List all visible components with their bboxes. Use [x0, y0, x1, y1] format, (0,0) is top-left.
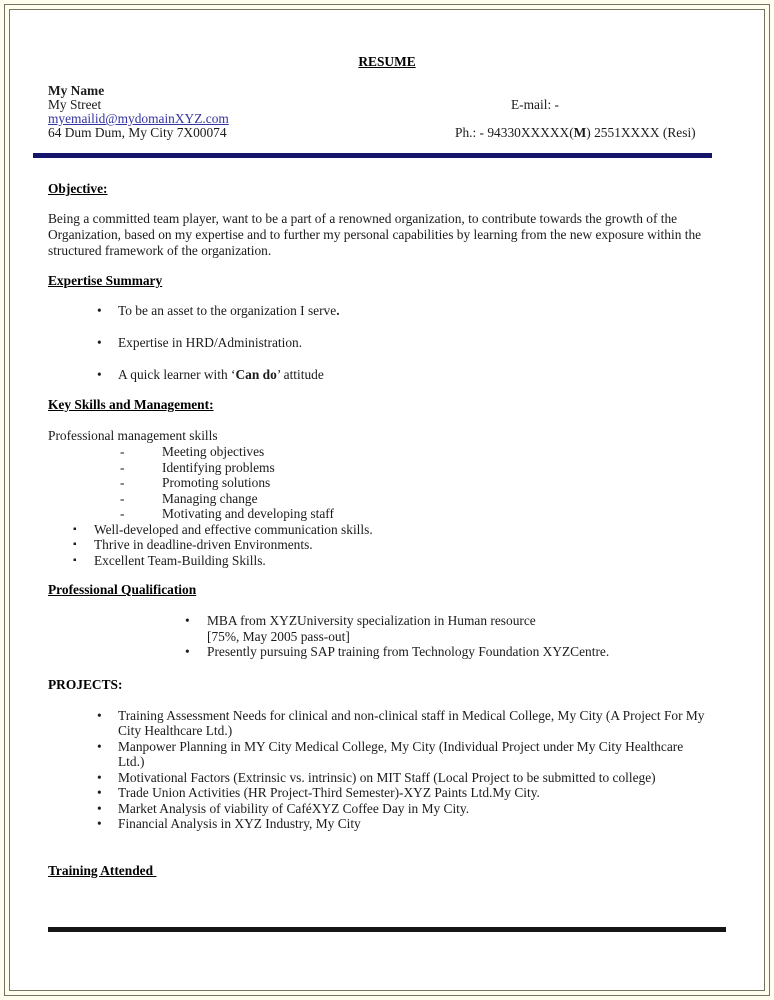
bullet-icon: • [97, 707, 102, 723]
projects-list [48, 708, 726, 832]
list-item-text: Training Assessment Needs for clinical and non-clinical staff in Medical College, My City (A Project For My City Healthcare Ltd.) [118, 707, 705, 738]
contact-name: My Name [48, 83, 105, 98]
key-skills-square-list [48, 522, 726, 569]
key-skills-dash-list [48, 444, 726, 522]
header-divider-rule [33, 153, 712, 158]
square-bullet-icon: ▪ [73, 539, 77, 550]
list-item [48, 770, 726, 786]
list-item [48, 785, 726, 801]
list-item [48, 367, 726, 383]
square-bullet-icon: ▪ [73, 554, 77, 566]
square-bullet-icon: ▪ [73, 523, 77, 535]
dash-icon: - [120, 490, 125, 506]
list-item [48, 475, 726, 491]
list-item-text: To be an asset to the organization I serve. [118, 303, 340, 318]
list-item [48, 613, 726, 644]
list-item [48, 491, 726, 507]
list-item-text: Motivating and developing staff [162, 506, 334, 521]
list-item-text: Expertise in HRD/Administration. [118, 335, 303, 350]
list-item [48, 506, 726, 522]
dash-icon: - [120, 459, 125, 475]
list-item [48, 460, 726, 476]
dash-icon: - [120, 475, 125, 490]
list-item [48, 522, 726, 538]
dash-icon: - [120, 444, 125, 459]
list-item-text: Trade Union Activities (HR Project-Third Semester)-XYZ Paints Ltd.My City. [118, 785, 540, 800]
list-item [48, 553, 726, 569]
list-item-text: Well-developed and effective communication skills. [94, 521, 373, 537]
list-item [48, 739, 726, 770]
section-heading-expertise: Expertise Summary [48, 273, 163, 288]
bullet-icon: • [97, 335, 102, 350]
list-item-text: Identifying problems [162, 459, 275, 475]
list-item [48, 303, 726, 319]
footer-divider-rule [48, 927, 726, 932]
dash-icon: - [120, 506, 125, 521]
section-heading-objective: Objective: [48, 181, 108, 196]
contact-right-column [455, 98, 696, 140]
expertise-list [48, 303, 726, 383]
contact-block [48, 84, 726, 140]
list-item-text: Excellent Team-Building Skills. [94, 552, 266, 568]
list-item-text: Manpower Planning in MY City Medical College, My City (Individual Project under My City Healthcare Ltd.) [118, 738, 684, 769]
bullet-icon: • [185, 613, 190, 628]
list-item [48, 816, 726, 832]
bullet-icon: • [185, 644, 190, 659]
list-item-text: Motivational Factors (Extrinsic vs. intrinsic) on MIT Staff (Local Project to be submitted to college) [118, 769, 656, 785]
contact-street: My Street [48, 97, 102, 112]
list-item [48, 444, 726, 460]
list-item [48, 708, 726, 739]
qualification-list [48, 613, 726, 660]
list-item-text: Presently pursuing SAP training from Technology Foundation XYZCentre. [207, 644, 610, 659]
section-heading-training: Training Attended [48, 862, 157, 878]
section-heading-qualification: Professional Qualification [48, 582, 197, 597]
list-item-text: A quick learner with ‘Can do’ attitude [118, 367, 324, 382]
email-label: E-mail: - [511, 97, 559, 112]
bullet-icon: • [97, 800, 102, 816]
bullet-icon: • [97, 769, 102, 785]
list-item [48, 335, 726, 351]
bullet-icon: • [97, 738, 102, 754]
list-item [48, 537, 726, 553]
section-heading-key-skills: Key Skills and Management: [48, 397, 214, 412]
list-item-text: MBA from XYZUniversity specialization in Human resource [75%, May 2005 pass-out] [207, 613, 536, 644]
resume-document [10, 10, 764, 990]
bullet-icon: • [97, 367, 102, 382]
bullet-icon: • [97, 816, 102, 831]
list-item-text: Financial Analysis in XYZ Industry, My City [118, 816, 361, 831]
phone-line: Ph.: - 94330XXXXX(M) 2551XXXX (Resi) [455, 125, 696, 140]
list-item-text: Meeting objectives [162, 444, 265, 459]
bullet-icon: • [97, 785, 102, 800]
list-item-text: Thrive in deadline-driven Environments. [94, 537, 313, 552]
contact-address: 64 Dum Dum, My City 7X00074 [48, 125, 227, 140]
list-item [48, 801, 726, 817]
key-skills-intro: Professional management skills [48, 428, 218, 443]
list-item-text: Managing change [162, 490, 258, 506]
section-heading-projects: PROJECTS: [48, 676, 123, 692]
list-item-text: Promoting solutions [162, 475, 271, 490]
list-item [48, 644, 726, 660]
email-link[interactable]: myemailid@mydomainXYZ.com [48, 111, 229, 126]
list-item-text: Market Analysis of viability of CaféXYZ Coffee Day in My City. [118, 800, 470, 816]
document-title: RESUME [358, 54, 416, 69]
bullet-icon: • [97, 303, 102, 318]
objective-text: Being a committed team player, want to be a part of a renowned organization, to contribute towards the growth of the Organization, based on my expertise and to further my personal capabilities by learning from the new exposure within the structured framework of the organization. [48, 211, 702, 258]
